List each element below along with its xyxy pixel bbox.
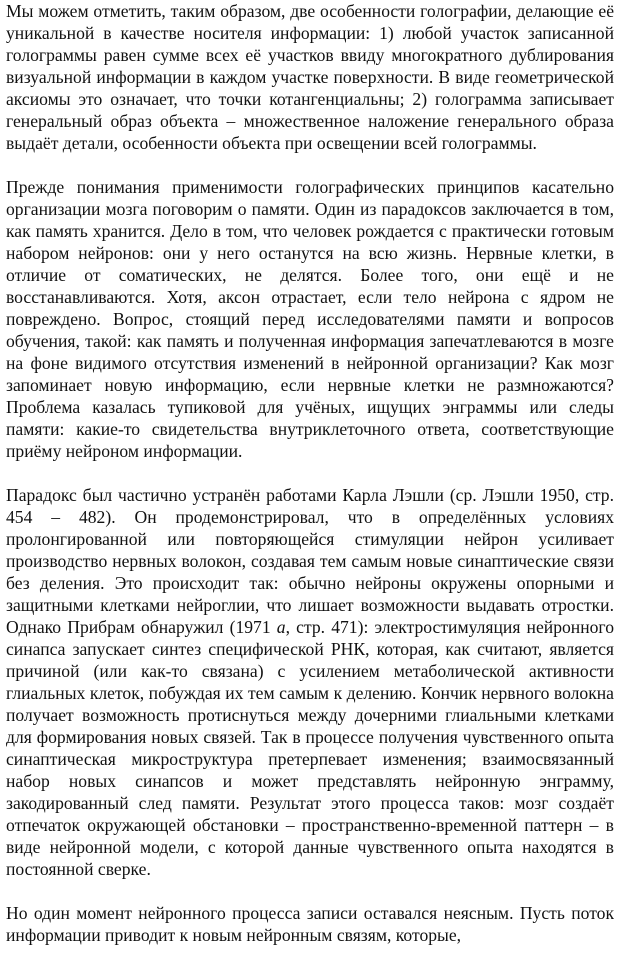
paragraph-holography-features: Мы можем отметить, таким образом, две особенности голографии, делающие её уникальной в качестве носителя информации: 1) любой участок записанной голограммы равен сумме всех её участков ввиду многократного дублирования визуальной информации в каждом участке поверхности. В виде геометрической аксиомы это означает, что точки котангенциальны; 2) голограмма записывает генеральный образ объекта – множественное наложение генерального образа выдаёт детали, особенности объекта при освещении всей голограммы.	[6, 1, 614, 153]
paragraph-text-segment: , стр. 471): электростимуляция нейронного синапса запускает синтез специфической РНК, которая, как считают, является причиной (или как-то связана) с усилением метаболической активности глиальных клеток, побуждая их тем самым к делению. Кончик нервного волокна получает возможность протиснуться между дочерними глиальными клетками для формирования новых связей. Так в процессе получения чувственного опыта синаптическая микроструктура претерпевает изменения; взаимосвязанный набор новых синапсов и может представлять нейронную энграмму, закодированный след памяти. Результат этого процесса таков: мозг создаёт отпечаток окружающей обстановки – пространственно-временной паттерн – в виде нейронной модели, с которой данные чувственного опыта находятся в постоянной сверке.	[6, 617, 614, 879]
paragraph-memory-paradox: Прежде понимания применимости голографических принципов касательно организации мозга поговорим о памяти. Один из парадоксов заключается в том, как память хранится. Дело в том, что человек рождается с практически готовым набором нейронов: они у него останутся на всю жизнь. Нервные клетки, в отличие от соматических, не делятся. Более того, они ещё и не восстанавливаются. Хотя, аксон отрастает, если тело нейрона с ядром не повреждено. Вопрос, стоящий перед исследователями памяти и вопросов обучения, такой: как память и полученная информация запечатлеваются в мозге на фоне видимого отсутствия изменений в нейронной организации? Как мозг запоминает новую информацию, если нервные клетки не размножаются? Проблема казалась тупиковой для учёных, ищущих энграммы или следы памяти: какие-то свидетельства внутриклеточного ответа, соответствующие приёму нейроном информации.	[6, 177, 614, 461]
paragraph-spacer	[6, 154, 614, 176]
paragraph-recording-process: Но один момент нейронного процесса записи оставался неясным. Пусть поток информации приводит к новым нейронным связям, которые,	[6, 903, 614, 945]
paragraph-lashley-findings	[6, 484, 614, 880]
truncated-paragraph-wrapper	[6, 902, 614, 946]
paragraph-spacer	[6, 880, 614, 902]
italic-letter: a	[276, 617, 286, 637]
paragraph-spacer	[6, 462, 614, 484]
paragraph-text-segment: Парадокс был частично устранён работами Карла Лэшли (ср. Лэшли 1950, стр. 454 – 482). Он продемонстрировал, что в определённых условиях пролонгированной или повторяющейся стимуляции нейрон усиливает производство нервных волокон, создавая тем самым новые синаптические связи без деления. Это происходит так: обычно нейроны окружены опорными и защитными клетками нейроглии, что лишает возможности выдавать отростки. Однако Прибрам обнаружил (1971	[6, 485, 614, 637]
